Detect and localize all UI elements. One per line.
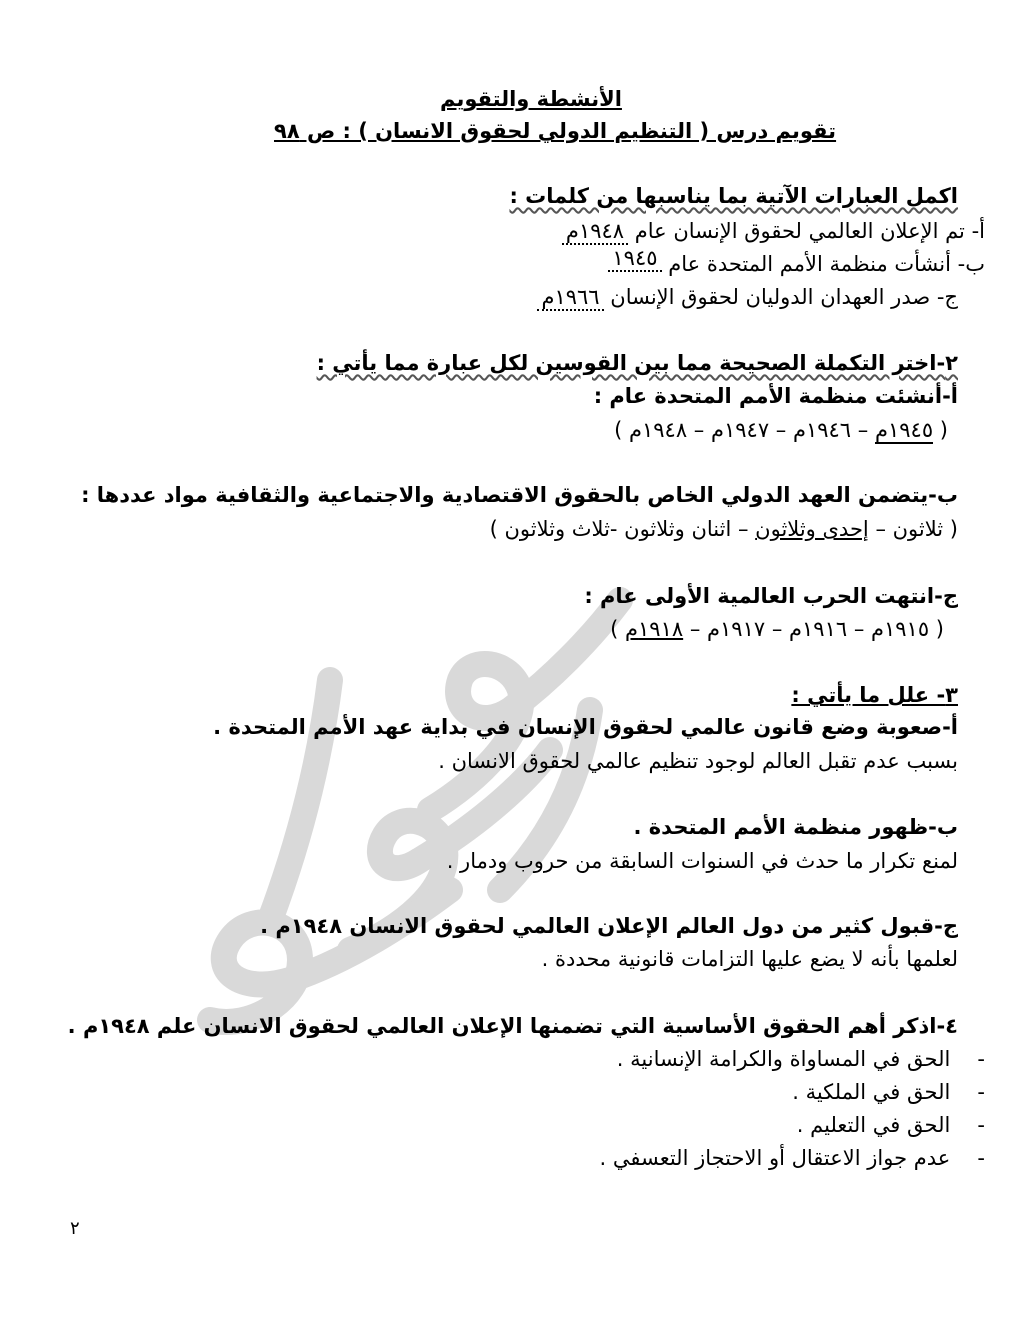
q3-heading: ٣- علل ما يأتي :: [791, 683, 958, 707]
q1-item-a-text: أ- تم الإعلان العالمي لحقوق الإنسان عام: [634, 219, 985, 243]
q3-a-question: أ-صعوبة وضع قانون عالمي لحقوق الإنسان في بداية عهد الأمم المتحدة .: [213, 715, 958, 739]
q1-item-b-answer: ١٩٤٥: [608, 246, 661, 272]
q1-item-b-text: ب- أنشأت منظمة الأمم المتحدة عام: [668, 252, 985, 276]
q1-item-a-answer: ١٩٤٨م: [562, 219, 628, 245]
q1-item-b: [608, 246, 985, 277]
q2-c-question: ج-انتهت الحرب العالمية الأولى عام :: [584, 584, 958, 608]
q2-a-rest: – ١٩٤٦م – ١٩٤٧م – ١٩٤٨م ): [614, 418, 869, 442]
q3-a-answer: بسبب عدم تقبل العالم لوجود تنظيم عالمي لحقوق الانسان .: [438, 749, 958, 773]
q2-a-correct: ١٩٤٥م: [874, 418, 934, 442]
q4-item-1: [617, 1046, 985, 1072]
q4-item-2: [792, 1079, 985, 1105]
page-title: الأنشطة والتقويم: [440, 87, 622, 111]
q1-heading: اكمل العبارات الآتية بما يناسبها من كلمات :: [509, 184, 958, 208]
q2-a-question: أ-أنشئت منظمة الأمم المتحدة عام :: [593, 384, 958, 408]
q2-heading: ٢-اختر التكملة الصحيحة مما بين القوسين لكل عبارة مما يأتي :: [316, 351, 958, 375]
q3-c-answer: لعلمها بأنه لا يضع عليها التزامات قانونية محددة .: [541, 947, 958, 971]
q4-item-1-text: الحق في المساواة والكرامة الإنسانية .: [616, 1047, 951, 1071]
q4-item-4-text: عدم جواز الاعتقال أو الاحتجاز التعسفي .: [599, 1146, 951, 1170]
q2-c-before: ( ١٩١٥م – ١٩١٦م – ١٩١٧م –: [689, 617, 944, 641]
page-number: ٢: [70, 1218, 80, 1239]
q2-c-correct: ١٩١٨م: [625, 617, 684, 641]
q2-b-question: ب-يتضمن العهد الدولي الخاص بالحقوق الاقتصادية والاجتماعية والثقافية مواد عددها :: [81, 483, 958, 507]
q2-b-before: ( ثلاثون –: [875, 517, 958, 541]
q1-item-c-answer: ١٩٦٦م: [537, 285, 603, 311]
q2-a-options: [614, 417, 948, 443]
q1-item-c-text: ج- صدر العهدان الدوليان لحقوق الإنسان: [610, 285, 958, 309]
q4-bullet: -: [977, 1080, 985, 1104]
q3-c-question: ج-قبول كثير من دول العالم الإعلان العالمي لحقوق الانسان ١٩٤٨م .: [260, 914, 958, 938]
q1-item-c: [537, 284, 958, 310]
q4-item-3: [797, 1112, 985, 1138]
q2-a-open: (: [939, 418, 948, 442]
q2-b-after: – اثنان وثلاثون -ثلاث وثلاثون ): [489, 517, 749, 541]
q4-heading: ٤-اذكر أهم الحقوق الأساسية التي تضمنها الإعلان العالمي لحقوق الانسان علم ١٩٤٨م .: [67, 1014, 958, 1038]
lesson-subtitle: تقويم درس ( التنظيم الدولي لحقوق الانسان ) : ص ٩٨: [274, 119, 837, 143]
q1-item-a: [562, 218, 985, 244]
q2-c-after: ): [610, 617, 619, 641]
q4-bullet: -: [977, 1146, 985, 1170]
q4-item-2-text: الحق في الملكية .: [792, 1080, 951, 1104]
q4-item-3-text: الحق في التعليم .: [796, 1113, 951, 1137]
q4-bullet: -: [977, 1047, 985, 1071]
q3-b-question: ب-ظهور منظمة الأمم المتحدة .: [633, 815, 958, 839]
q2-b-correct: إحدى وثلاثون: [755, 517, 869, 541]
q2-b-options: [490, 516, 958, 542]
q2-c-options: [610, 616, 944, 642]
q4-item-4: [600, 1145, 986, 1171]
q4-bullet: -: [977, 1113, 985, 1137]
q3-b-answer: لمنع تكرار ما حدث في السنوات السابقة من حروب ودمار .: [446, 849, 958, 873]
